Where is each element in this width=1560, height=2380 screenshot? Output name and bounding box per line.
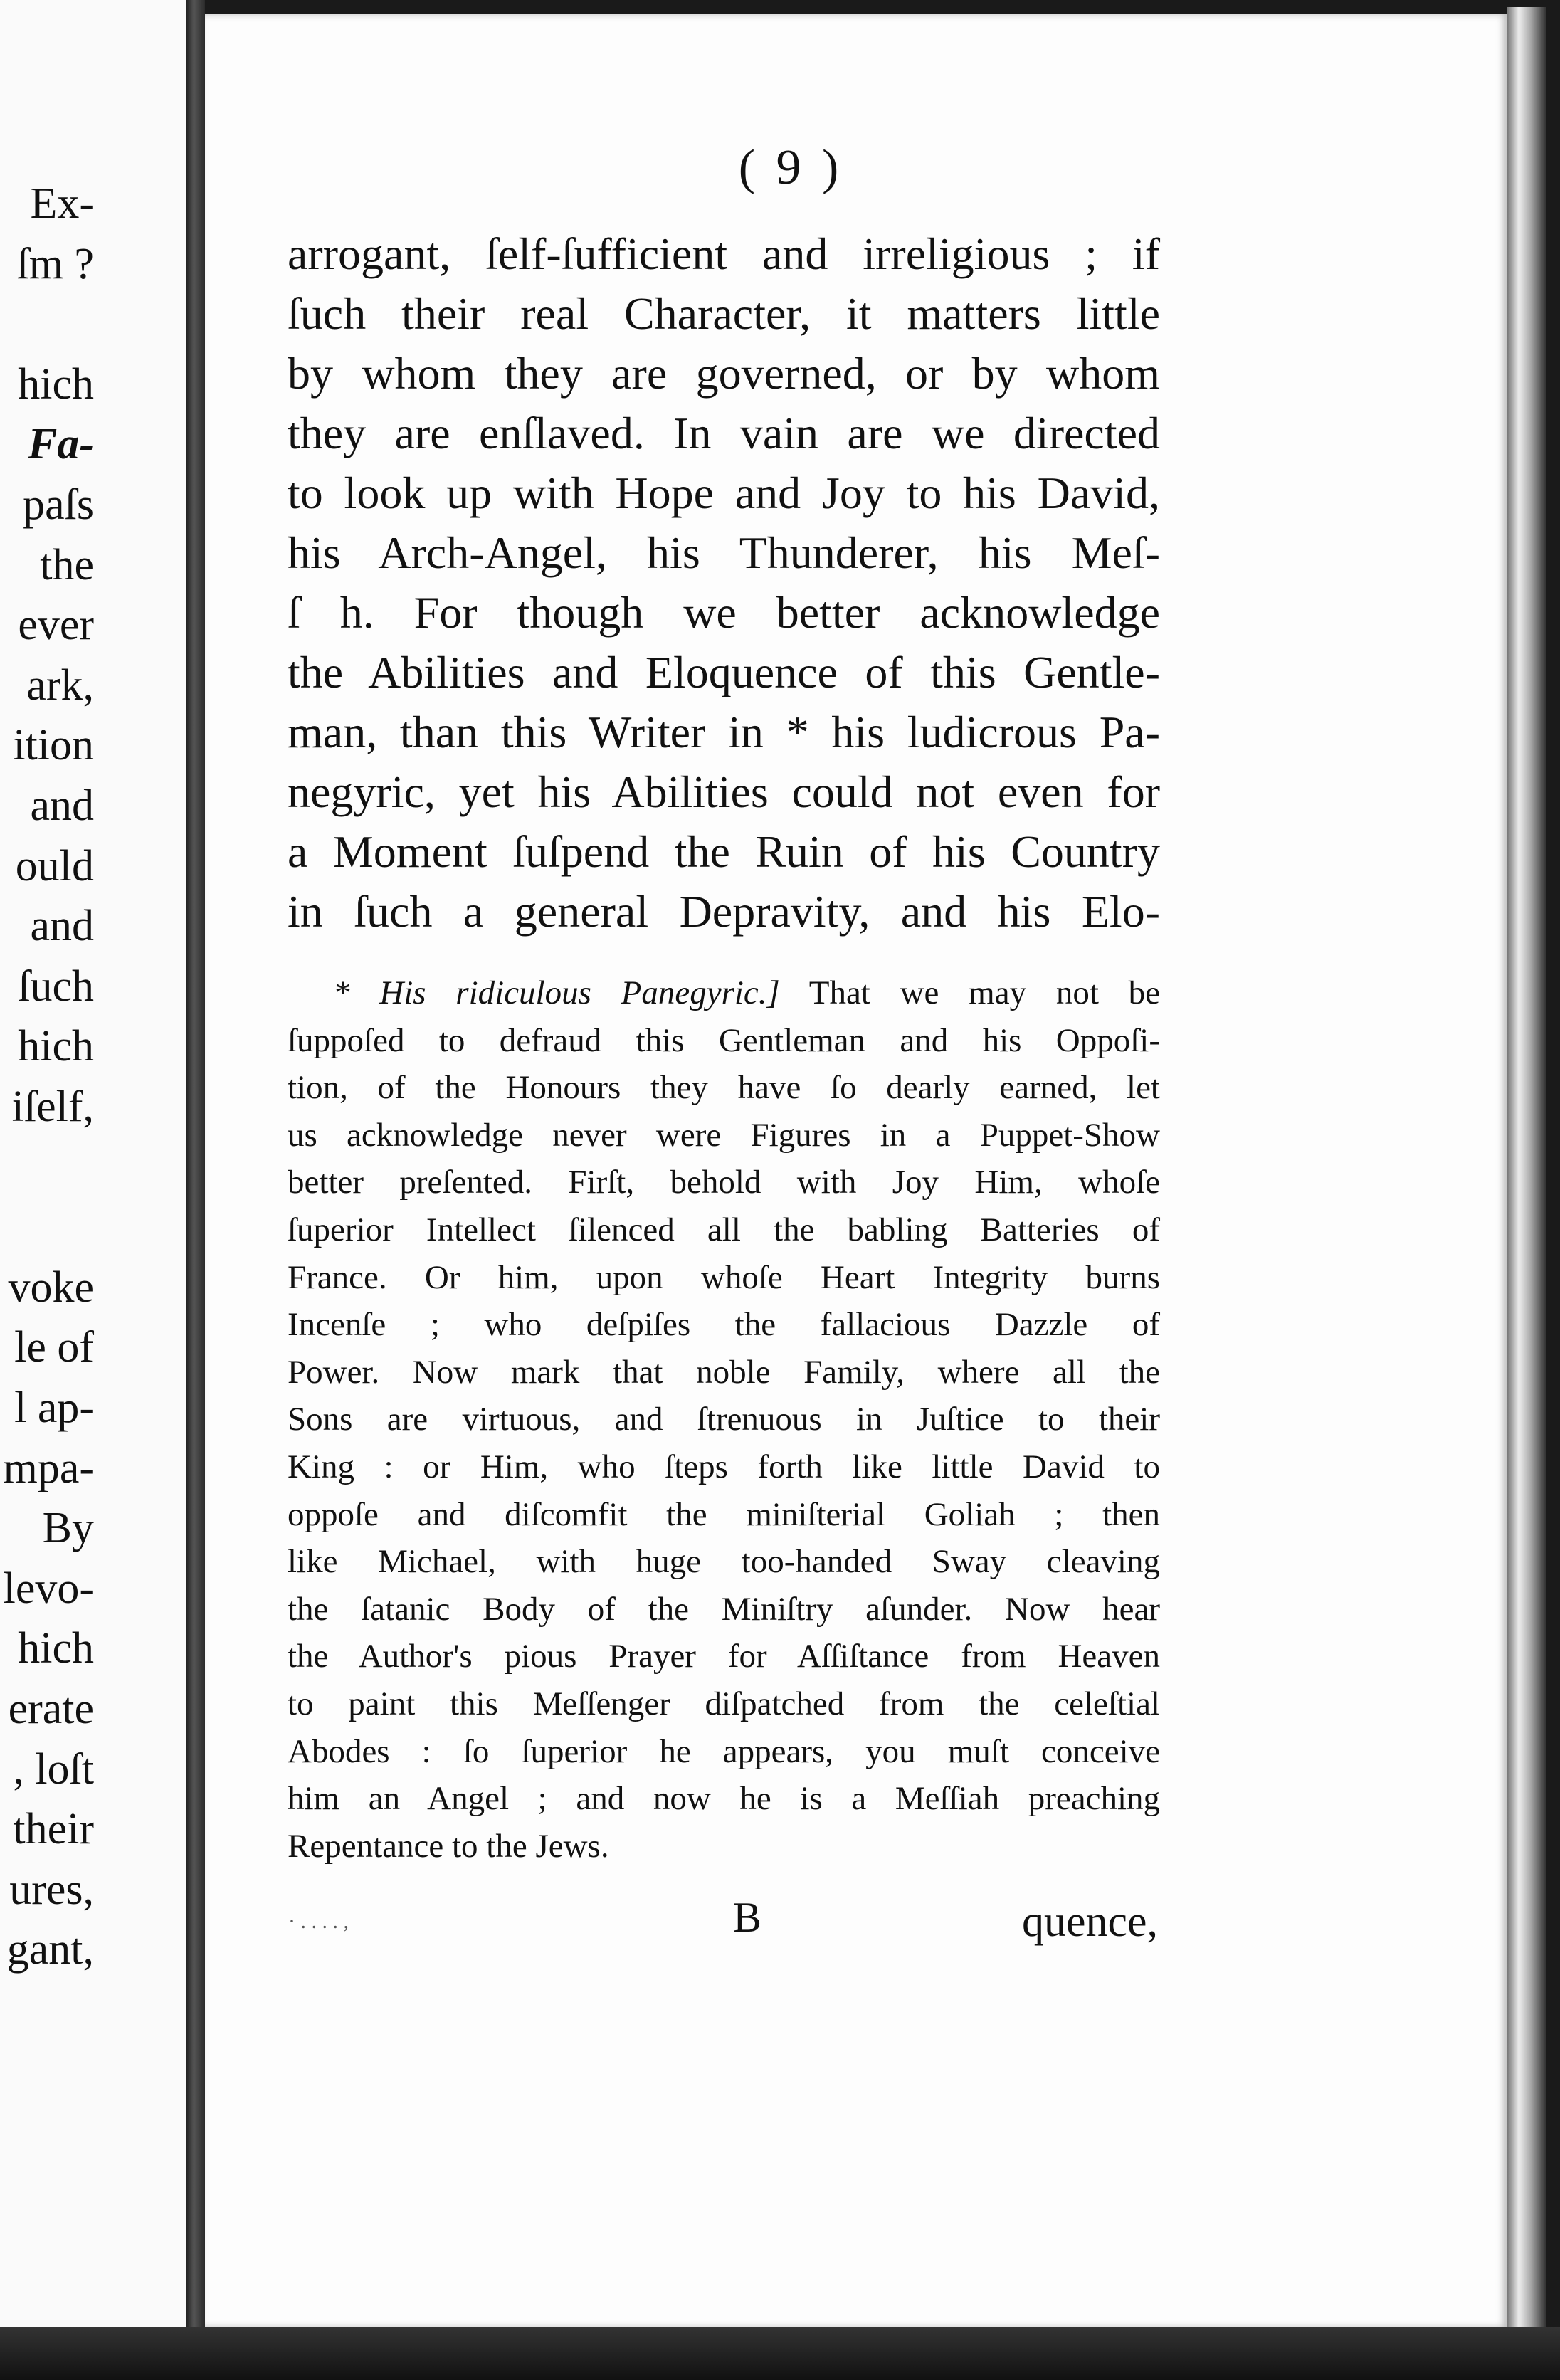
left-page-line: mpa- <box>3 1443 94 1492</box>
footnote <box>288 969 1160 1870</box>
footnote-line: King : or Him, who ſteps forth like little David to <box>288 1448 1160 1485</box>
footnote-line: the Author's pious Prayer for Aſſiſtance from Heaven <box>288 1638 1160 1675</box>
footnote-line: Incenſe ; who deſpiſes the fallacious Dazzle of <box>288 1306 1160 1344</box>
previous-page-fragment <box>0 0 186 2342</box>
footnote-first-text: That we may not be <box>808 974 1160 1011</box>
body-line: to look up with Hope and Joy to his David, <box>288 468 1160 518</box>
left-page-line: l ap- <box>14 1384 94 1432</box>
footnote-line: him an Angel ; and now he is a Meſſiah preaching <box>288 1780 1160 1818</box>
left-page-line: the <box>40 540 94 589</box>
body-line: ſuch their real Character, it matters little <box>288 288 1160 339</box>
left-page-line: le of <box>14 1323 94 1372</box>
footnote-line: Repentance to the Jews. <box>288 1827 609 1865</box>
body-line: they are enſlaved. In vain are we directed <box>288 408 1160 458</box>
left-page-line: ures, <box>9 1865 94 1914</box>
page-edges <box>1507 7 1546 2349</box>
catchword: quence, <box>1021 1897 1158 1946</box>
footnote-line: ſuppoſed to defraud this Gentleman and his Oppoſi- <box>288 1021 1160 1059</box>
body-line: arrogant, ſelf-ſufficient and irreligious ; if <box>288 228 1160 279</box>
left-page-line: voke <box>8 1263 94 1312</box>
body-line: a Moment ſuſpend the Ruin of his Country <box>288 826 1160 877</box>
footnote-line: France. Or him, upon whoſe Heart Integrity burns <box>288 1258 1160 1296</box>
body-line: his Arch-Angel, his Thunderer, his Meſ- <box>288 527 1160 578</box>
left-page-line: , loſt <box>13 1744 94 1794</box>
left-page-line: ould <box>15 841 94 890</box>
book-gutter <box>186 0 205 2380</box>
footnote-line: Power. Now mark that noble Family, where all the <box>288 1353 1160 1391</box>
body-line: negyric, yet his Abilities could not even for <box>288 767 1160 817</box>
footnote-line: better preſented. Firſt, behold with Joy Him, whoſe <box>288 1164 1160 1201</box>
footnote-line: Sons are virtuous, and ſtrenuous in Juſtice to their <box>288 1401 1160 1438</box>
footnote-line: ſuperior Intellect ſilenced all the babling Batteries of <box>288 1211 1160 1248</box>
body-line: by whom they are governed, or by whom <box>288 348 1160 399</box>
left-page-line: Fa- <box>28 420 94 469</box>
body-line: the Abilities and Eloquence of this Gentle- <box>288 647 1160 697</box>
page-number: ( 9 ) <box>738 140 843 195</box>
footnote-line: to paint this Meſſenger diſpatched from the celeſtial <box>288 1685 1160 1722</box>
ink-speck: · . . . . , <box>288 1910 349 1933</box>
signature-mark: B <box>733 1894 762 1941</box>
left-page-line: hich <box>18 1624 94 1673</box>
body-line: in ſuch a general Depravity, and his Elo- <box>288 886 1160 937</box>
footnote-first-line <box>288 969 1160 1017</box>
footnote-line: Abodes : ſo ſuperior he appears, you muſt conceive <box>288 1732 1160 1770</box>
left-page-line: gant, <box>6 1925 94 1974</box>
body-line: ſ h. For though we better acknowledge <box>288 587 1160 638</box>
bottom-shadow <box>0 2327 1560 2380</box>
footnote-line: tion, of the Honours they have ſo dearly earned, let <box>288 1069 1160 1107</box>
left-page-line: iſelf, <box>11 1083 94 1131</box>
body-line: man, than this Writer in * his ludicrous Pa- <box>288 707 1160 757</box>
left-page-line: their <box>13 1805 94 1854</box>
left-page-line: hich <box>18 1022 94 1071</box>
left-page-line: Ex- <box>30 179 94 228</box>
footnote-lead: * His ridiculous Panegyric.] <box>333 974 780 1011</box>
footnote-line: like Michael, with huge too-handed Sway cleaving <box>288 1543 1160 1581</box>
left-page-line: ark, <box>26 660 94 710</box>
left-page-line: ſm ? <box>16 239 94 288</box>
footnote-line: us acknowledge never were Figures in a Puppet-Show <box>288 1116 1160 1154</box>
left-page-line: hich <box>18 359 94 409</box>
left-page-line: paſs <box>23 480 94 529</box>
left-page-line: ſuch <box>18 962 94 1011</box>
left-page-line: ever <box>18 601 94 650</box>
left-page-line: ition <box>13 721 94 770</box>
body-text <box>288 224 1160 942</box>
left-page-line: levo- <box>3 1564 94 1613</box>
left-page-line: and <box>30 902 94 951</box>
left-page-line: and <box>30 781 94 830</box>
left-page-line: By <box>42 1504 94 1553</box>
left-page-line: erate <box>8 1685 94 1733</box>
footnote-line: the ſatanic Body of the Miniſtry aſunder. Now hear <box>288 1590 1160 1628</box>
footnote-line: oppoſe and diſcomfit the miniſterial Goliah ; then <box>288 1495 1160 1533</box>
